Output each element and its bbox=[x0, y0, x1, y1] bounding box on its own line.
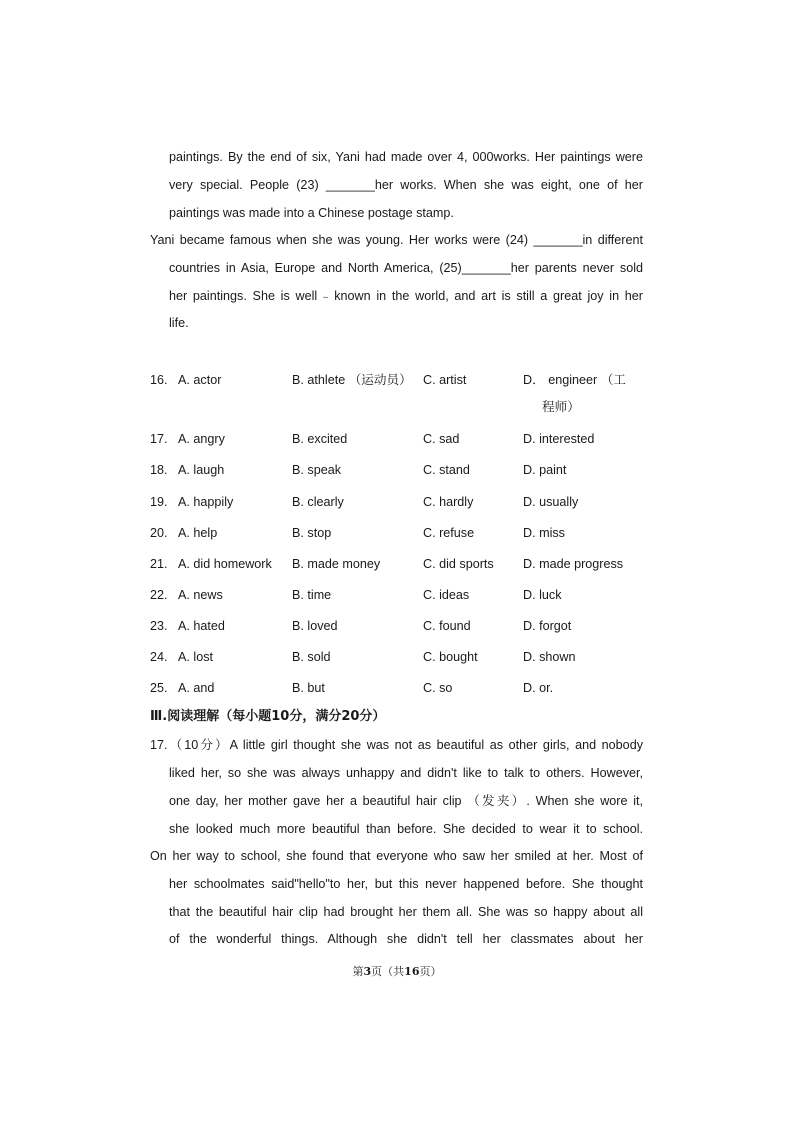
option-c: C. artist bbox=[423, 373, 467, 387]
passage-line: her schoolmates said"hello"to her, but this never happened before. She thought bbox=[169, 877, 643, 891]
option-a: A. laugh bbox=[178, 463, 225, 477]
passage-line: On her way to school, she found that everyone who saw her smiled at her. Most of bbox=[150, 849, 643, 863]
question-number: 18. bbox=[150, 463, 168, 477]
option-a: A. did homework bbox=[178, 557, 272, 571]
passage-line: paintings was made into a Chinese postage stamp. bbox=[169, 206, 454, 220]
option-d: D. made progress bbox=[523, 557, 624, 571]
option-c: C. refuse bbox=[423, 526, 475, 540]
option-d: D. or. bbox=[523, 681, 554, 695]
option-d-continued: 程师） bbox=[542, 400, 580, 414]
option-d: D. interested bbox=[523, 432, 595, 446]
footer-page-number: 3 bbox=[363, 965, 372, 978]
footer-prefix: 第 bbox=[352, 965, 364, 978]
option-a: A. help bbox=[178, 526, 218, 540]
option-a: A. and bbox=[178, 681, 215, 695]
option-d: D. usually bbox=[523, 495, 579, 509]
passage-line: her paintings. She is well﹣known in the world, and art is still a great joy in her bbox=[169, 289, 643, 303]
question-number: 21. bbox=[150, 557, 168, 571]
question-number: 25. bbox=[150, 681, 168, 695]
page-footer bbox=[0, 965, 794, 979]
option-b: B. sold bbox=[292, 650, 331, 664]
option-b: B. athlete （运动员） bbox=[292, 373, 412, 387]
passage-line: of the wonderful things. Although she didn't tell her classmates about her bbox=[169, 932, 643, 946]
passage-line: she looked much more beautiful than before. She decided to wear it to school. bbox=[169, 822, 643, 836]
option-b: B. made money bbox=[292, 557, 381, 571]
footer-middle: 页（共 bbox=[371, 965, 405, 978]
footer-total-pages: 16 bbox=[404, 965, 420, 978]
question-number: 19. bbox=[150, 495, 168, 509]
option-b: B. speak bbox=[292, 463, 342, 477]
passage-line: life. bbox=[169, 316, 189, 330]
option-d: D. shown bbox=[523, 650, 576, 664]
option-a: A. angry bbox=[178, 432, 225, 446]
question-number: 23. bbox=[150, 619, 168, 633]
option-a: A. news bbox=[178, 588, 223, 602]
option-d: D． engineer （工 bbox=[523, 373, 626, 387]
question-number: 24. bbox=[150, 650, 168, 664]
option-c: C. ideas bbox=[423, 588, 470, 602]
option-b: B. clearly bbox=[292, 495, 344, 509]
question-number: 20. bbox=[150, 526, 168, 540]
passage-line: Yani became famous when she was young. Her works were (24) _______in different bbox=[150, 233, 643, 247]
option-b: B. time bbox=[292, 588, 332, 602]
option-c: C. hardly bbox=[423, 495, 474, 509]
question-number: 16. bbox=[150, 373, 168, 387]
option-a: A. hated bbox=[178, 619, 225, 633]
option-d: D. miss bbox=[523, 526, 565, 540]
option-c: C. bought bbox=[423, 650, 478, 664]
passage-line: one day, her mother gave her a beautiful hair clip （发夹）. When she wore it, bbox=[169, 794, 643, 808]
option-d: D. luck bbox=[523, 588, 562, 602]
passage-line: very special. People (23) _______her works. When she was eight, one of her bbox=[169, 178, 643, 192]
option-b: B. but bbox=[292, 681, 325, 695]
option-b: B. stop bbox=[292, 526, 332, 540]
option-c: C. found bbox=[423, 619, 471, 633]
option-a: A. lost bbox=[178, 650, 213, 664]
option-d: D. forgot bbox=[523, 619, 572, 633]
option-c: C. sad bbox=[423, 432, 460, 446]
section-title: Ⅲ.阅读理解（每小题10分，满分20分） bbox=[150, 709, 386, 724]
option-c: C. did sports bbox=[423, 557, 494, 571]
footer-suffix: 页） bbox=[419, 965, 442, 978]
option-b: B. loved bbox=[292, 619, 338, 633]
option-a: A. actor bbox=[178, 373, 222, 387]
option-b: B. excited bbox=[292, 432, 348, 446]
passage-line: that the beautiful hair clip had brought her them all. She was so happy about all bbox=[169, 905, 643, 919]
option-a: A. happily bbox=[178, 495, 234, 509]
passage-line: paintings. By the end of six, Yani had made over 4, 000works. Her paintings were bbox=[169, 150, 643, 164]
question-number: 17. bbox=[150, 432, 168, 446]
passage-line: 17.（10分）A little girl thought she was not as beautiful as other girls, and nobody bbox=[150, 738, 643, 752]
option-c: C. stand bbox=[423, 463, 470, 477]
option-c: C. so bbox=[423, 681, 453, 695]
question-number: 22. bbox=[150, 588, 168, 602]
passage-line: countries in Asia, Europe and North America, (25)_______her parents never sold bbox=[169, 261, 643, 275]
option-d: D. paint bbox=[523, 463, 567, 477]
passage-line: liked her, so she was always unhappy and didn't like to talk to others. However, bbox=[169, 766, 643, 780]
